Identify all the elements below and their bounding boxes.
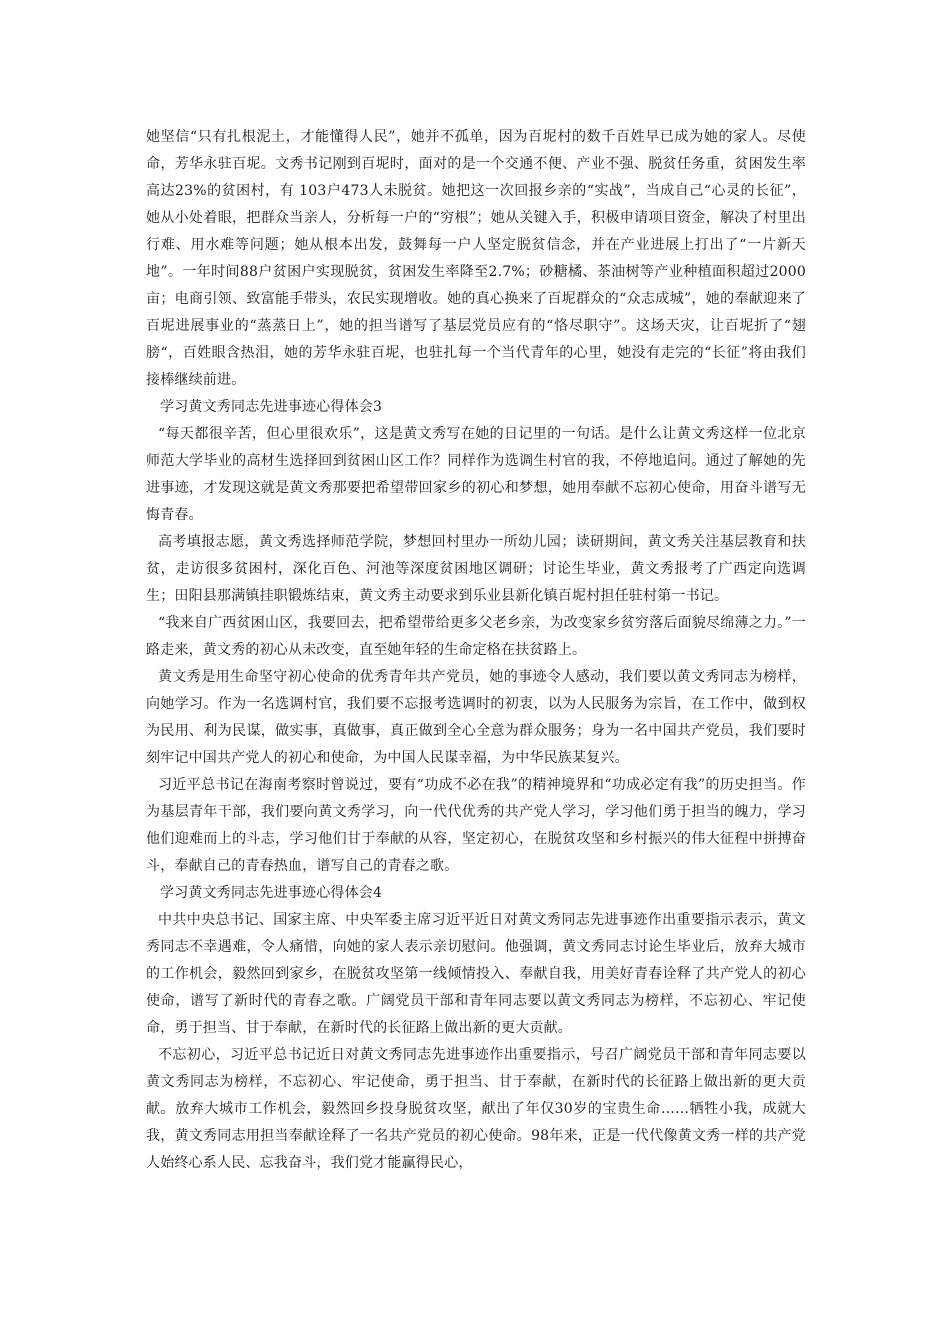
paragraph: 高考填报志愿，黄文秀选择师范学院，梦想回村里办一所幼儿园；读研期间，黄文秀关注基层教育和扶贫，走访很多贫困村，深化百色、河池等深度贫困地区调研；讨论生毕业，黄文秀报考了广西定向选调生；田阳县那满镇挂职锻炼结束，黄文秀主动要求到乐业县新化镇百坭村担任驻村第一书记。	[146, 534, 806, 604]
paragraph: 不忘初心，习近平总书记近日对黄文秀同志先进事迹作出重要指示，号召广阔党员干部和青年同志要以黄文秀同志为榜样，不忘初心、牢记使命，勇于担当、甘于奉献，在新时代的长征路上做出新的更大贡献。放弃大城市工作机会，毅然回乡投身脱贫攻坚，献出了年仅30岁的宝贵生命……牺牲小我，成就大我，黄文秀同志用担当奉献诠释了一名共产党员的初心使命。98年来，正是一代代像黄文秀一样的共产党人始终心系人民、忘我奋斗，我们党才能赢得民心，	[146, 1047, 806, 1171]
paragraph: 习近平总书记在海南考察时曾说过，要有“功成不必在我”的精神境界和“功成必定有我”的历史担当。作为基层青年干部，我们要向黄文秀学习，向一代代优秀的共产党人学习，学习他们勇于担当的魄力，学习他们迎难而上的斗志，学习他们甘于奉献的从容，坚定初心，在脱贫攻坚和乡村振兴的伟大征程中拼搏奋斗，奉献自己的青春热血，谱写自己的青春之歌。	[146, 777, 806, 874]
document-page	[146, 124, 806, 1177]
paragraph: “我来自广西贫困山区，我要回去，把希望带给更多父老乡亲，为改变家乡贫穷落后面貌尽绵薄之力。”一路走来，黄文秀的初心从未改变，直至她年轻的生命定格在扶贫路上。	[146, 615, 806, 658]
paragraph: 她坚信“只有扎根泥土，才能懂得人民”，她并不孤单，因为百坭村的数千百姓早已成为她的家人。尽使命，芳华永驻百坭。文秀书记刚到百坭时，面对的是一个交通不便、产业不强、脱贫任务重，贫困发生率高达23%的贫困村，有 103户473人未脱贫。她把这一次回报乡亲的“实战”，当成自己“心灵的长征”，她从小处着眼，把群众当亲人，分析每一户的“穷根”；她从关键入手，积极申请项目资金，解决了村里出行难、用水难等问题；她从根本出发，鼓舞每一户人坚定脱贫信念，并在产业进展上打出了“一片新天地”。一年时间88户贫困户实现脱贫，贫困发生率降至2.7%；砂糖橘、茶油树等产业种植面积超过2000亩；电商引领、致富能手带头，农民实现增收。她的真心换来了百坭群众的“众志成城”，她的奉献迎来了百坭进展事业的“蒸蒸日上”，她的担当谱写了基层党员应有的“恪尽职守”。这场天灾，让百坭折了“翅膀“，百姓眼含热泪，她的芳华永驻百坭，也驻扎每一个当代青年的心里，她没有走完的“长征”将由我们接棒继续前进。	[146, 129, 806, 388]
section-heading: 学习黄文秀同志先进事迹心得体会3	[160, 399, 383, 415]
section-heading: 学习黄文秀同志先进事迹心得体会4	[160, 885, 383, 901]
paragraph: “每天都很辛苦，但心里很欢乐”，这是黄文秀写在她的日记里的一句话。是什么让黄文秀这样一位北京师范大学毕业的高材生选择回到贫困山区工作？同样作为选调生村官的我，不停地追问。通过了解她的先进事迹，才发现这就是黄文秀那要把希望带回家乡的初心和梦想，她用奉献不忘初心使命，用奋斗谱写无悔青春。	[146, 426, 806, 523]
paragraph: 中共中央总书记、国家主席、中央军委主席习近平近日对黄文秀同志先进事迹作出重要指示表示，黄文秀同志不幸遇难，令人痛惜，向她的家人表示亲切慰问。他强调，黄文秀同志讨论生毕业后，放弃大城市的工作机会，毅然回到家乡，在脱贫攻坚第一线倾情投入、奉献自我，用美好青春诠释了共产党人的初心使命，谱写了新时代的青春之歌。广阔党员干部和青年同志要以黄文秀同志为榜样，不忘初心、牢记使命，勇于担当、甘于奉献，在新时代的长征路上做出新的更大贡献。	[146, 912, 806, 1036]
paragraph: 黄文秀是用生命坚守初心使命的优秀青年共产党员，她的事迹令人感动，我们要以黄文秀同志为榜样，向她学习。作为一名选调村官，我们要不忘报考选调时的初衷，以为人民服务为宗旨，在工作中，做到权为民用、利为民谋，做实事，真做事，真正做到全心全意为群众服务；身为一名中国共产党员，我们要时刻牢记中国共产党人的初心和使命，为中国人民谋幸福，为中华民族某复兴。	[146, 669, 806, 766]
